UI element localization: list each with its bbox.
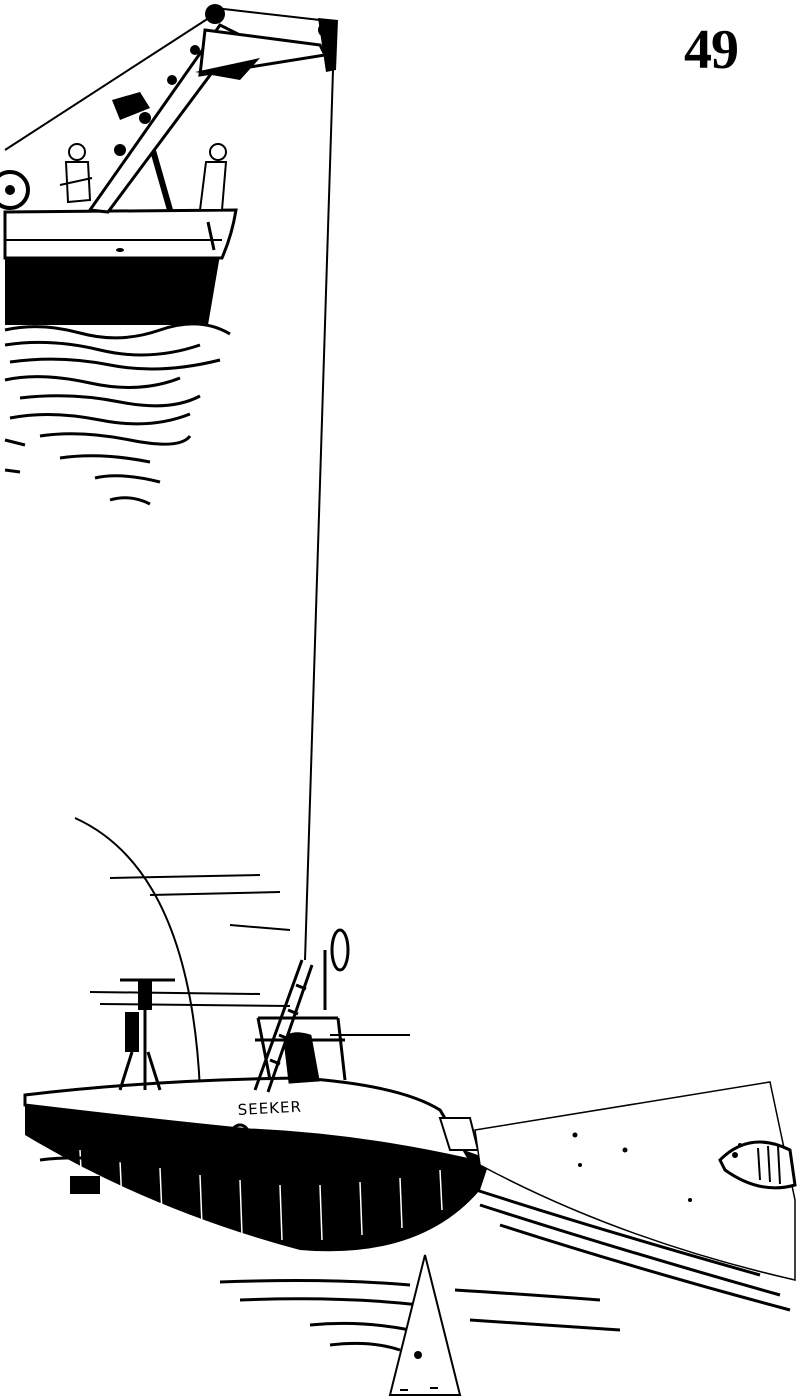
instrument-mast (120, 980, 175, 1090)
lowering-cable (305, 70, 333, 960)
lower-light-cone (390, 1255, 460, 1395)
ship (0, 4, 338, 325)
propeller-icon (325, 930, 348, 1010)
submersible (25, 818, 795, 1280)
page-number: 49 (684, 19, 738, 81)
sea-surface (5, 324, 230, 504)
submersible-name: SEEKER (237, 1097, 303, 1119)
sailor-figure-right (200, 144, 226, 210)
ship-hull (5, 255, 220, 325)
sailor-figure-left (60, 144, 92, 202)
